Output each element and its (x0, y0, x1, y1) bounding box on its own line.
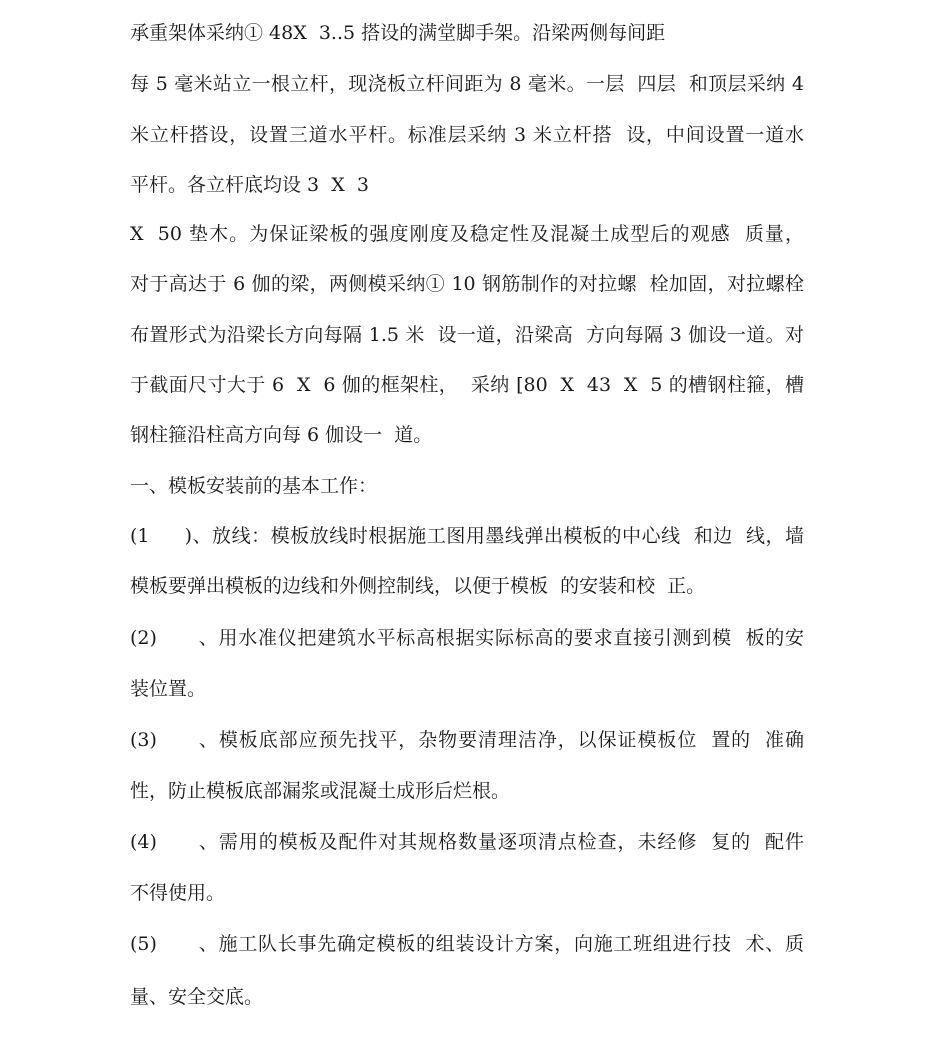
list-item-number: (4) (130, 831, 157, 853)
list-item-text: 、用水准仪把建筑水平标高根据实际标高的要求直接引测到模 板的安 (198, 627, 804, 649)
paragraph-line: X 50 垫木。为保证梁板的强度刚度及稳定性及混凝土成型后的观感 质量， (130, 223, 804, 245)
section-heading: 一、模板安装前的基本工作： (130, 475, 378, 497)
list-item-text: 、施工队长事先确定模板的组装设计方案，向施工班组进行技 术、质 (198, 933, 804, 955)
list-item (130, 725, 804, 755)
list-item-number: (5) (130, 933, 157, 955)
paragraph-line: 钢柱箍沿柱高方向每 6 伽设一 道。 (130, 424, 433, 446)
paragraph-line: 每 5 毫米站立一根立杆，现浇板立杆间距为 8 毫米。一层 四层 和顶层采纳 4 (130, 73, 804, 95)
list-item-continuation: 不得使用。 (130, 882, 226, 904)
paragraph-line: 米立杆搭设，设置三道水平杆。标准层采纳 3 米立杆搭 设，中间设置一道水 (130, 124, 804, 146)
list-item-text: 、模板底部应预先找平，杂物要清理洁净，以保证模板位 置的 准确 (198, 729, 804, 751)
paragraph-line: 承重架体采纳① 48X 3..5 搭设的满堂脚手架。沿梁两侧每间距 (130, 22, 666, 44)
list-item (130, 521, 804, 551)
list-item-continuation: 装位置。 (130, 678, 207, 700)
paragraph-line: 对于高达于 6 伽的梁，两侧模采纳① 10 钢筋制作的对拉螺 栓加固，对拉螺栓 (130, 273, 804, 295)
paragraph-line: 平杆。各立杆底均设 3 X 3 (130, 174, 369, 196)
list-item-number: (2) (130, 627, 157, 649)
paragraph-line: 于截面尺寸大于 6 X 6 伽的框架柱， 采纳 [80 X 43 X 5 的槽钢柱箍，槽 (130, 374, 804, 396)
list-item-continuation: 模板要弹出模板的边线和外侧控制线，以便于模板 的安装和校 正。 (130, 575, 706, 597)
list-item-number: (1 ) (130, 525, 192, 547)
list-item (130, 827, 804, 857)
list-item-text: 、放线：模板放线时根据施工图用墨线弹出模板的中心线 和边 线，墙 (192, 525, 804, 547)
list-item-continuation: 性，防止模板底部漏浆或混凝土成形后烂根。 (130, 780, 511, 802)
paragraph-line: 布置形式为沿梁长方向每隔 1.5 米 设一道，沿梁高 方向每隔 3 伽设一道。对 (130, 324, 804, 346)
list-item (130, 929, 804, 959)
list-item-number: (3) (130, 729, 157, 751)
list-item-continuation: 量、安全交底。 (130, 986, 264, 1008)
list-item (130, 623, 804, 653)
list-item-text: 、需用的模板及配件对其规格数量逐项清点检查，未经修 复的 配件 (198, 831, 804, 853)
